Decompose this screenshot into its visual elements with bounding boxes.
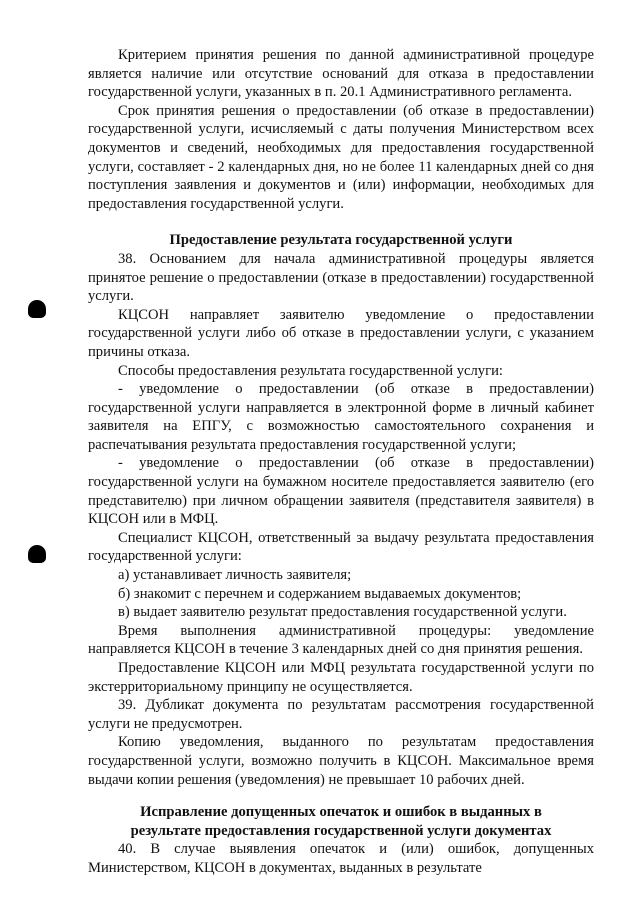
punch-hole-mark bbox=[28, 545, 46, 563]
paragraph: КЦСОН направляет заявителю уведомление о предоставлении государственной услуги либо об отказе в предоставлении услуги, с указанием причины отказа. bbox=[88, 306, 594, 360]
punch-hole-mark bbox=[28, 300, 46, 318]
list-item: б) знакомит с перечнем и содержанием выдаваемых документов; bbox=[118, 585, 522, 602]
paragraph: 38. Основанием для начала административной процедуры является принятое решение о предоставлении (отказе в предоставлении) государственной услуги. bbox=[88, 250, 594, 305]
paragraph: Предоставление КЦСОН или МФЦ результата государственной услуги по экстерриториальному принципу не осуществляется. bbox=[88, 660, 594, 695]
paragraph: 39. Дубликат документа по результатам рассмотрения государственной услуги не предусмотрен. bbox=[88, 697, 594, 732]
paragraph: Специалист КЦСОН, ответственный за выдачу результата предоставления государственной услуги: bbox=[88, 529, 594, 565]
list-item: в) выдает заявителю результат предоставления государственной услуги. bbox=[118, 604, 567, 621]
paragraph: Копию уведомления, выданного по результатам предоставления государственной услуги, возможно получить в КЦСОН. Максимальное время выдачи копии решения (уведомления) не превышает 10 рабочих дней. bbox=[88, 734, 594, 788]
document-body bbox=[88, 46, 594, 878]
list-item: а) устанавливает личность заявителя; bbox=[118, 567, 352, 584]
paragraph: Срок принятия решения о предоставлении (об отказе в предоставлении) государственной услуги, исчисляемый с даты получения Министерством всех документов и сведений, необходимых для предоставления государственной услуги, составляет - 2 календарных дня, но не более 11 календарных дней со дня поступления заявления и документов и (или) информации, необходимых для предоставления государственной услуги. bbox=[88, 102, 594, 212]
paragraph: Способы предоставления результата государственной услуги: bbox=[118, 362, 503, 379]
list-item: - уведомление о предоставлении (об отказе в предоставлении) государственной услуги направляется в электронной форме в личный кабинет заявителя на ЕПГУ, с возможностью самостоятельного сохранения и распечатывания результата предоставления государственной услуги; bbox=[88, 381, 594, 453]
list-item: - уведомление о предоставлении (об отказе в предоставлении) государственной услуги на бумажном носителе предоставляется заявителю (его представителю) при личном обращении заявителя (представителя заявителя) в КЦСОН или в МФЦ. bbox=[88, 455, 594, 528]
section-heading-line: результате предоставления государственной услуги документах bbox=[130, 822, 552, 839]
paragraph: Критерием принятия решения по данной административной процедуре является наличие или отсутствие оснований для отказа в предоставлении государственной услуги, указанных в п. 20.1 Административного регламента. bbox=[88, 47, 594, 101]
section-heading: Предоставление результата государственной услуги bbox=[169, 232, 513, 249]
paragraph: 40. В случае выявления опечаток и (или) ошибок, допущенных Министерством, КЦСОН в документах, выданных в результате bbox=[88, 841, 594, 876]
section-heading-line: Исправление допущенных опечаток и ошибок в выданных в bbox=[140, 804, 542, 821]
paragraph: Время выполнения административной процедуры: уведомление направляется КЦСОН в течение 3 календарных дней со дня принятия решения. bbox=[88, 622, 594, 658]
